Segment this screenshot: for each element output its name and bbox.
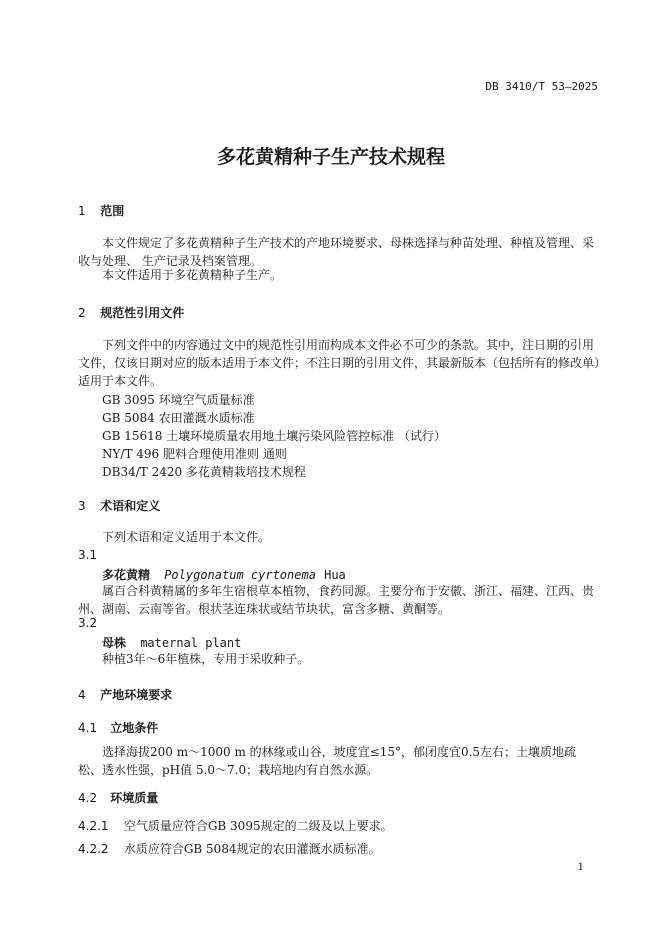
section-title: 规范性引用文件 [100, 306, 185, 320]
subsection-title: 立地条件 [110, 721, 159, 735]
clause-water-quality [78, 840, 381, 857]
section-number: 3 [78, 499, 86, 513]
term-latin-name: Polygonatum cyrtonema [164, 568, 316, 582]
section-title: 范围 [100, 204, 125, 218]
term-definition: 属百合科黄精属的多年生宿根草本植物，食药同源。主要分布于安徽、浙江、福建、江西、贵州、湖南、云南等省。根状茎连珠状或结节块状，富含多糖、黄酮等。 [78, 584, 595, 616]
subsection-number: 4.2 [78, 791, 98, 805]
site-conditions-paragraph: 选择海拔200 m～1000 m 的林缘或山谷，坡度宜≤15°，郁闭度宜0.5左右；土壤质地疏松、透水性强，pH值 5.0～7.0；栽培地内有自然水源。 [78, 745, 577, 777]
clause-air-quality [78, 817, 393, 834]
clause-text: 水质应符合GB 5084规定的农田灌溉水质标准。 [123, 842, 381, 856]
clause-number: 4.2.1 [78, 819, 109, 833]
page-title: 多花黄精种子生产技术规程 [216, 146, 445, 168]
term-latin-author: Hua [324, 568, 346, 582]
section-title: 术语和定义 [100, 499, 161, 513]
section-number: 4 [78, 688, 86, 702]
term-english: maternal plant [140, 636, 242, 650]
references-intro-paragraph: 下列文件中的内容通过文中的规范性引用而构成本文件必不可少的条款。其中，注日期的引用文件，仅该日期对应的版本适用于本文件；不注日期的引用文件，其最新版本（包括所有的修改单）适用于本文件。 [78, 338, 601, 388]
reference-item: GB 5084 农田灌溉水质标准 [102, 411, 255, 425]
term-number: 3.1 [78, 548, 98, 562]
subsection-heading-quality [78, 789, 158, 806]
section-heading-terms [78, 497, 160, 514]
reference-item: DB34/T 2420 多花黄精栽培技术规程 [102, 465, 306, 479]
section-number: 1 [78, 204, 86, 218]
subsection-title: 环境质量 [110, 791, 159, 805]
section-heading-environment [78, 686, 172, 703]
term-entry-polygonatum [102, 566, 346, 583]
section-heading-normative-references [78, 304, 184, 321]
clause-number: 4.2.2 [78, 842, 109, 856]
term-entry-maternal-plant [102, 634, 241, 651]
reference-item: NY/T 496 肥料合理使用准则 通则 [102, 447, 287, 461]
section-title: 产地环境要求 [100, 688, 173, 702]
clause-text: 空气质量应符合GB 3095规定的二级及以上要求。 [123, 819, 393, 833]
subsection-number: 4.1 [78, 721, 98, 735]
reference-item: GB 15618 土壤环境质量农用地土壤污染风险管控标准 （试行） [102, 429, 447, 443]
term-chinese: 多花黄精 [102, 568, 151, 582]
page-number: 1 [577, 862, 584, 873]
subsection-heading-site [78, 719, 158, 736]
term-number: 3.2 [78, 616, 98, 630]
term-definition: 种植3年～6年植株，专用于采收种子。 [102, 652, 310, 666]
terms-intro-paragraph: 下列术语和定义适用于本文件。 [102, 530, 271, 544]
scope-paragraph-2: 本文件适用于多花黄精种子生产。 [102, 268, 283, 282]
scope-paragraph-1: 本文件规定了多花黄精种子生产技术的产地环境要求、母株选择与种苗处理、种植及管理、采收与处理、 生产记录及档案管理。 [78, 236, 595, 268]
reference-item: GB 3095 环境空气质量标准 [102, 393, 255, 407]
term-chinese: 母株 [102, 636, 127, 650]
section-heading-scope [78, 202, 124, 219]
section-number: 2 [78, 306, 86, 320]
standard-number: DB 3410/T 53—2025 [485, 80, 598, 93]
